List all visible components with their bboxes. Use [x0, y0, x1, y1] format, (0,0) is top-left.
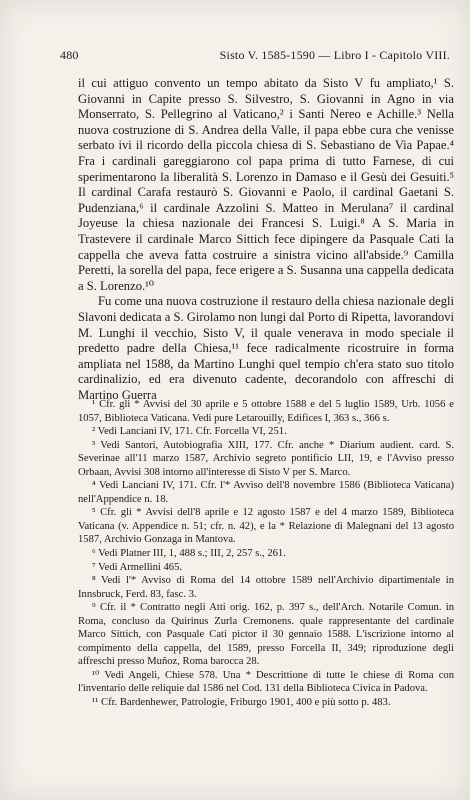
footnote: ⁴ Vedi Lanciani IV, 171. Cfr. l'* Avviso dell'8 novembre 1586 (Biblioteca Vaticana) nell'Appendice n. 18.: [78, 480, 454, 505]
footnote: ⁹ Cfr. il * Contratto negli Atti orig. 162, p. 397 s., dell'Arch. Notarile Comun. in Roma, concluso da Quirinus Zurla Cremonens. quale rappresentante del cardinale Marco Sittich, con Pasquale Cati pictor il 30 gennaio 1588. L'iscrizione intorno al compimento della cappella, del 1589, presso Forcella II, 349; riproduzione degli affreschi presso Muñoz, Roma barocca 28.: [78, 602, 454, 668]
footnote: ² Vedi Lanciani IV, 171. Cfr. Forcella VI, 251.: [92, 426, 287, 438]
footnote: ⁸ Vedi l'* Avviso di Roma del 14 ottobre 1589 nell'Archivio dipartimentale in Innsbruck, Ferd. 83, fasc. 3.: [78, 575, 454, 600]
footnote: ⁵ Cfr. gli * Avvisi dell'8 aprile e 12 agosto 1587 e del 4 marzo 1589, Biblioteca Vaticana (v. Appendice n. 51; cfr. n. 42), e la * Relazione di Malegnani del 13 agosto 1587, Archivio Gonzaga in Mantova.: [78, 507, 454, 546]
body-paragraph: Fu come una nuova costruzione il restauro della chiesa nazionale degli Slavoni dedicata a S. Girolamo non lungi dal Porto di Ripetta, lavorandovi M. Lunghi il vecchio, Sisto V, il quale venerava in modo speciale il predetto padre della Chiesa,¹¹ fece radicalmente ricostruire in forma ampliata nel 1588, da Martino Lunghi quel tempio ch'era stato suo titolo cardinalizio, ed era divenuto cadente, decorandolo con affreschi di Martino Guerra: [78, 294, 454, 402]
running-title: Sisto V. 1585-1590 — Libro I - Capitolo VIII.: [219, 48, 450, 62]
page-number: 480: [60, 48, 79, 62]
footnote: ¹¹ Cfr. Bardenhewer, Patrologie, Friburgo 1901, 400 e più sotto p. 483.: [92, 697, 391, 709]
footnote: ⁷ Vedi Armellini 465.: [92, 561, 183, 573]
footnote: ¹⁰ Vedi Angeli, Chiese 578. Una * Descrittione di tutte le chiese di Roma con l'inventario delle reliquie dal 1586 nel Cod. 131 della Biblioteca Civica in Padova.: [78, 669, 454, 695]
footnote: ¹ Cfr. gli * Avvisi del 30 aprile e 5 ottobre 1588 e del 5 luglio 1589, Urb. 1056 e 1057, Biblioteca Vaticana. Vedi pure Letarouilly, Edifices I, 363 s., 366 s.: [78, 399, 454, 424]
footnotes: [78, 398, 454, 710]
footnote: ³ Vedi Santori, Autobiografia XIII, 177. Cfr. anche * Diarium audient. card. S. Severinae all'11 marzo 1587, Archivio segreto pontificio LII, 19, e l'Avviso presso Orbaan, Avvisi 308 intorno all'interesse di Sisto V per S. Marco.: [78, 439, 454, 478]
main-text: [78, 76, 454, 403]
footnote: ⁶ Vedi Platner III, 1, 488 s.; III, 2, 257 s., 261.: [92, 548, 286, 560]
page-header: [60, 48, 450, 63]
body-paragraph: il cui attiguo convento un tempo abitato da Sisto V fu ampliato,¹ S. Giovanni in Capite presso S. Silvestro, S. Giovanni in Agno in via Monserrato, S. Pellegrino al Vaticano,² i Santi Nereo e Achille.³ Nella nuova costruzione di S. Andrea della Valle, il papa ebbe cura che venisse serbato ivi il ricordo della piccola chiesa di S. Sebastiano de Via Papae.⁴ Fra i cardinali gareggiarono col papa prima di tutto Farnese, di cui sperimentarono la liberalità S. Lorenzo in Damaso e il Gesù dei Gesuiti.⁵ Il cardinal Carafa restaurò S. Giovanni e Paolo, il cardinal Gaetani S. Pudenziana,⁶ il cardinale Azzolini S. Matteo in Merulana⁷ il cardinal Joyeuse la chiesa nazionale dei Francesi S. Luigi.⁸ A S. Maria in Trastevere il cardinale Marco Sittich fece dipingere da Pasquale Cati la cappella che aveva fatta costruire a sinistra vicino all'abside.⁹ Camilla Peretti, la sorella del papa, fece erigere a S. Susanna una cappella dedicata a S. Lorenzo.¹⁰: [78, 76, 454, 293]
